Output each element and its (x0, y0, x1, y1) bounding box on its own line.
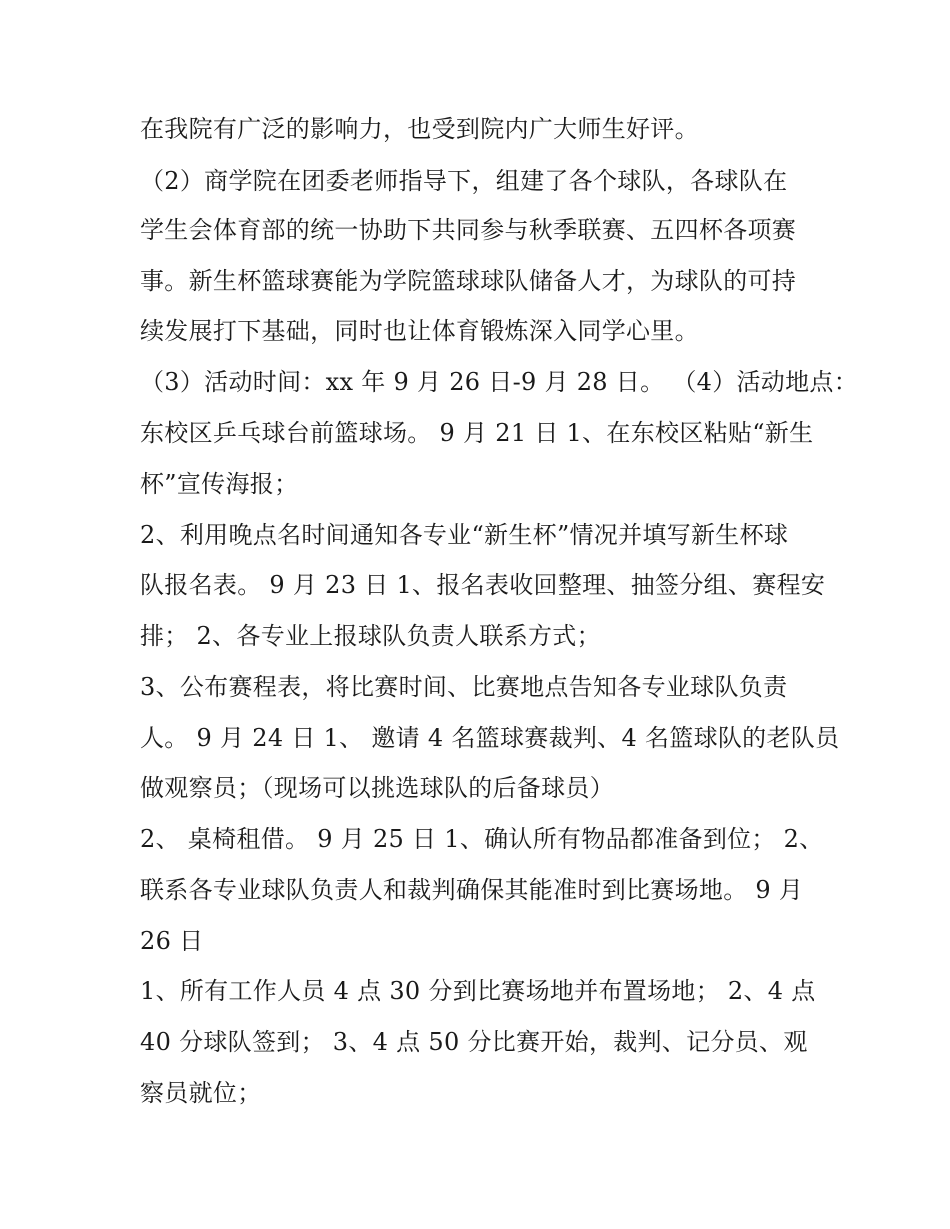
text-line: 队报名表。 9 月 23 日 1、报名表收回整理、抽签分组、赛程安 (140, 571, 826, 599)
text-line: 人。 9 月 24 日 1、 邀请 4 名篮球赛裁判、4 名篮球队的老队员 (140, 724, 840, 752)
text-line: （3）活动时间：xx 年 9 月 26 日-9 月 28 日。 （4）活动地点： (140, 368, 858, 396)
text-line: 察员就位； (140, 1079, 262, 1107)
text-line: 事。新生杯篮球赛能为学院篮球球队储备人才，为球队的可持 (140, 267, 797, 295)
text-line: 2、 桌椅租借。 9 月 25 日 1、确认所有物品都准备到位； 2、 (140, 825, 824, 853)
text-line: 在我院有广泛的影响力，也受到院内广大师生好评。 (140, 115, 699, 143)
text-line: （2）商学院在团委老师指导下，组建了各个球队，各球队在 (140, 167, 788, 195)
text-line: 东校区乒乓球台前篮球场。 9 月 21 日 1、在东校区粘贴“新生 (140, 419, 814, 447)
text-line: 联系各专业球队负责人和裁判确保其能准时到比赛场地。 9 月 (140, 876, 804, 904)
text-line: 杯”宣传海报； (140, 470, 299, 498)
text-line: 2、利用晚点名时间通知各专业“新生杯”情况并填写新生杯球 (140, 521, 789, 549)
text-line: 1、所有工作人员 4 点 30 分到比赛场地并布置场地； 2、4 点 (140, 977, 816, 1005)
text-line: 40 分球队签到； 3、4 点 50 分比赛开始，裁判、记分员、观 (140, 1028, 808, 1056)
text-line: 学生会体育部的统一协助下共同参与秋季联赛、五四杯各项赛 (140, 216, 797, 244)
text-line: 做观察员；（现场可以挑选球队的后备球员） (140, 774, 614, 802)
text-line: 3、公布赛程表，将比赛时间、比赛地点告知各专业球队负责 (140, 673, 788, 701)
text-line: 排； 2、各专业上报球队负责人联系方式； (140, 622, 601, 650)
text-line: 续发展打下基础，同时也让体育锻炼深入同学心里。 (140, 317, 699, 345)
text-line: 26 日 (140, 927, 204, 955)
